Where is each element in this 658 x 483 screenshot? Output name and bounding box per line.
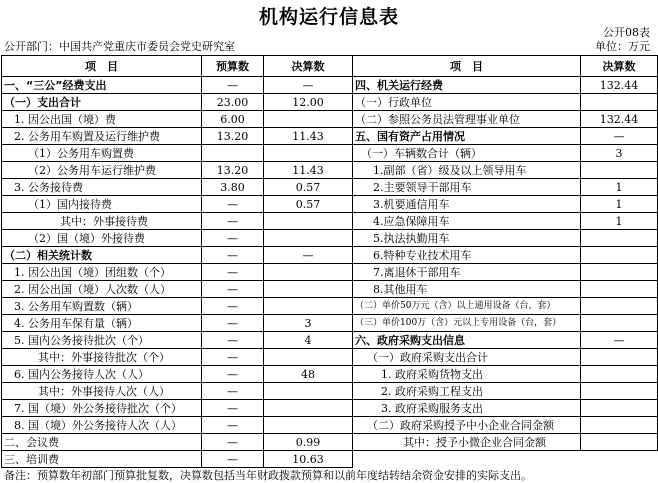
row-budget-value: 3.80 [202,179,264,196]
row-item-label: 5. 国内公务接待批次（个） [2,332,202,349]
header-budget: 预算数 [202,56,264,77]
row-item-label: （一）支出合计 [2,94,202,111]
row-budget-value: — [202,264,264,281]
row-budget-value: — [202,247,264,264]
row-item-label-right: 8.其他用车 [353,281,581,298]
row-budget-value: — [202,332,264,349]
row-item-label-right: 五、国有资产占用情况 [353,128,581,145]
row-item-label-right: 4.应急保障用车 [353,213,581,230]
row-final-value: 10.63 [264,451,353,468]
table-row [2,230,658,247]
row-final-value-right [581,281,658,298]
row-item-label: 8. 国（境）外公务接待人次（人） [2,417,202,434]
row-final-value: — [264,247,353,264]
row-item-label-right: 3. 政府采购服务支出 [353,400,581,417]
row-budget-value: — [202,213,264,230]
table-row [2,128,658,145]
row-item-label-right: 2. 政府采购工程支出 [353,383,581,400]
row-final-value: 4 [264,332,353,349]
row-final-value [264,281,353,298]
row-item-label: （2）公务用车运行维护费 [2,162,202,179]
row-item-label-right: （一）政府采购支出合计 [353,349,581,366]
table-row [2,247,658,264]
table-row [2,383,658,400]
empty-cell [581,451,658,468]
table-row [2,281,658,298]
row-final-value: 11.43 [264,162,353,179]
row-item-label: 2. 因公出国（境）人次数（人） [2,281,202,298]
row-budget-value: 13.20 [202,162,264,179]
info-table [1,55,658,468]
row-item-label-right: 5.执法执勤用车 [353,230,581,247]
row-item-label: 7. 国（境）外公务接待批次（个） [2,400,202,417]
row-item-label-right: （一）车辆数合计（辆） [353,145,581,162]
row-final-value [264,417,353,434]
table-row [2,332,658,349]
row-final-value-right: 1 [581,213,658,230]
table-row [2,366,658,383]
row-budget-value: — [202,281,264,298]
table-row [2,417,658,434]
row-final-value [264,111,353,128]
row-budget-value: 23.00 [202,94,264,111]
row-item-label: （1）国内接待费 [2,196,202,213]
row-final-value-right [581,400,658,417]
row-final-value: 11.43 [264,128,353,145]
row-budget-value: 6.00 [202,111,264,128]
footer-note: 备注：预算数年初部门预算批复数，决算数包括当年财政拨款预算和以前年度结转结余资金安排的实际支出。 [4,469,532,482]
row-final-value: 3 [264,315,353,332]
row-budget-value: 13.20 [202,128,264,145]
empty-cell [353,451,581,468]
row-item-label: 1. 因公出国（境）团组数（个） [2,264,202,281]
row-item-label-right: （三）单价100万（含）元以上专用设备（台，套） [353,315,581,332]
row-final-value-right [581,94,658,111]
table-body [2,77,658,468]
table-row [2,349,658,366]
table-row [2,111,658,128]
row-final-value-right [581,162,658,179]
row-item-label: （二）相关统计数 [2,247,202,264]
row-item-label: 其中：外事接待批次（个） [2,349,202,366]
row-budget-value: — [202,383,264,400]
row-item-label: 6. 国内公务接待人次（人） [2,366,202,383]
row-final-value: — [264,77,353,94]
header-final: 决算数 [264,56,353,77]
row-final-value: 48 [264,366,353,383]
row-item-label-right: 其中：授予小微企业合同金额 [353,434,581,451]
table-row [2,451,658,468]
row-final-value: 0.99 [264,434,353,451]
row-final-value-right: 132.44 [581,111,658,128]
row-item-label-right: 1. 政府采购货物支出 [353,366,581,383]
row-item-label-right: 6.特种专业技术用车 [353,247,581,264]
row-budget-value: — [202,298,264,315]
row-final-value-right [581,315,658,332]
row-item-label-right: 7.离退休干部用车 [353,264,581,281]
row-final-value-right [581,417,658,434]
row-item-label: 三、培训费 [2,451,202,468]
row-item-label: （1）公务用车购置费 [2,145,202,162]
row-item-label-right: 3.机要通信用车 [353,196,581,213]
form-number: 公开08表 [603,26,650,39]
row-final-value-right: 132.44 [581,77,658,94]
row-budget-value: — [202,349,264,366]
row-final-value-right: 1 [581,179,658,196]
row-budget-value: — [202,77,264,94]
row-item-label-right: （二）参照公务员法管理事业单位 [353,111,581,128]
row-item-label: 一、“三公”经费支出 [2,77,202,94]
row-final-value-right [581,298,658,315]
row-final-value-right [581,264,658,281]
table-row [2,434,658,451]
row-item-label-right: 六、政府采购支出信息 [353,332,581,349]
row-budget-value: — [202,315,264,332]
department-label: 公开部门：中国共产党重庆市委员会党史研究室 [4,40,235,53]
row-final-value-right [581,383,658,400]
table-row [2,77,658,94]
row-final-value [264,400,353,417]
row-item-label: 其中：外事接待费 [2,213,202,230]
row-final-value-right [581,434,658,451]
row-item-label-right: 1.副部（省）级及以上领导用车 [353,162,581,179]
table-row [2,196,658,213]
row-final-value [264,230,353,247]
row-final-value-right [581,230,658,247]
page-title: 机构运行信息表 [258,6,399,28]
row-item-label-right: （一）行政单位 [353,94,581,111]
table-header-row [2,56,658,77]
row-item-label-right: （二）单价50万元（含）以上通用设备（台，套） [353,298,581,315]
table-row [2,162,658,179]
row-budget-value: — [202,451,264,468]
row-item-label: 3. 公务用车购置数（辆） [2,298,202,315]
row-final-value-right: — [581,332,658,349]
table-row [2,400,658,417]
row-budget-value: — [202,366,264,383]
row-final-value-right [581,247,658,264]
row-final-value: 12.00 [264,94,353,111]
row-final-value-right: 3 [581,145,658,162]
row-final-value [264,298,353,315]
row-item-label: 2. 公务用车购置及运行维护费 [2,128,202,145]
row-budget-value: — [202,196,264,213]
row-item-label: 其中：外事接待人次（人） [2,383,202,400]
table-row [2,145,658,162]
row-final-value-right: — [581,128,658,145]
row-final-value [264,349,353,366]
header-item-right: 项 目 [353,56,581,77]
table-row [2,298,658,315]
table-row [2,264,658,281]
row-final-value [264,145,353,162]
table-row [2,179,658,196]
row-item-label-right: 2.主要领导干部用车 [353,179,581,196]
row-item-label: 3. 公务接待费 [2,179,202,196]
row-final-value-right [581,349,658,366]
row-budget-value: — [202,434,264,451]
table-row [2,315,658,332]
row-budget-value: — [202,400,264,417]
row-item-label: （2）国（境）外接待费 [2,230,202,247]
row-item-label-right: （二）政府采购授予中小企业合同金额 [353,417,581,434]
row-item-label: 4. 公务用车保有量（辆） [2,315,202,332]
row-final-value [264,264,353,281]
table-row [2,213,658,230]
row-budget-value: — [202,417,264,434]
row-budget-value [202,145,264,162]
row-final-value-right [581,366,658,383]
header-final-right: 决算数 [581,56,658,77]
row-budget-value: — [202,230,264,247]
table-row [2,94,658,111]
row-final-value-right: 1 [581,196,658,213]
header-item: 项 目 [2,56,202,77]
unit-label: 单位：万元 [595,40,650,53]
row-item-label-right: 四、机关运行经费 [353,77,581,94]
row-final-value [264,213,353,230]
row-final-value: 0.57 [264,196,353,213]
row-final-value: 0.57 [264,179,353,196]
row-item-label: 二、会议费 [2,434,202,451]
row-final-value [264,383,353,400]
row-item-label: 1. 因公出国（境）费 [2,111,202,128]
